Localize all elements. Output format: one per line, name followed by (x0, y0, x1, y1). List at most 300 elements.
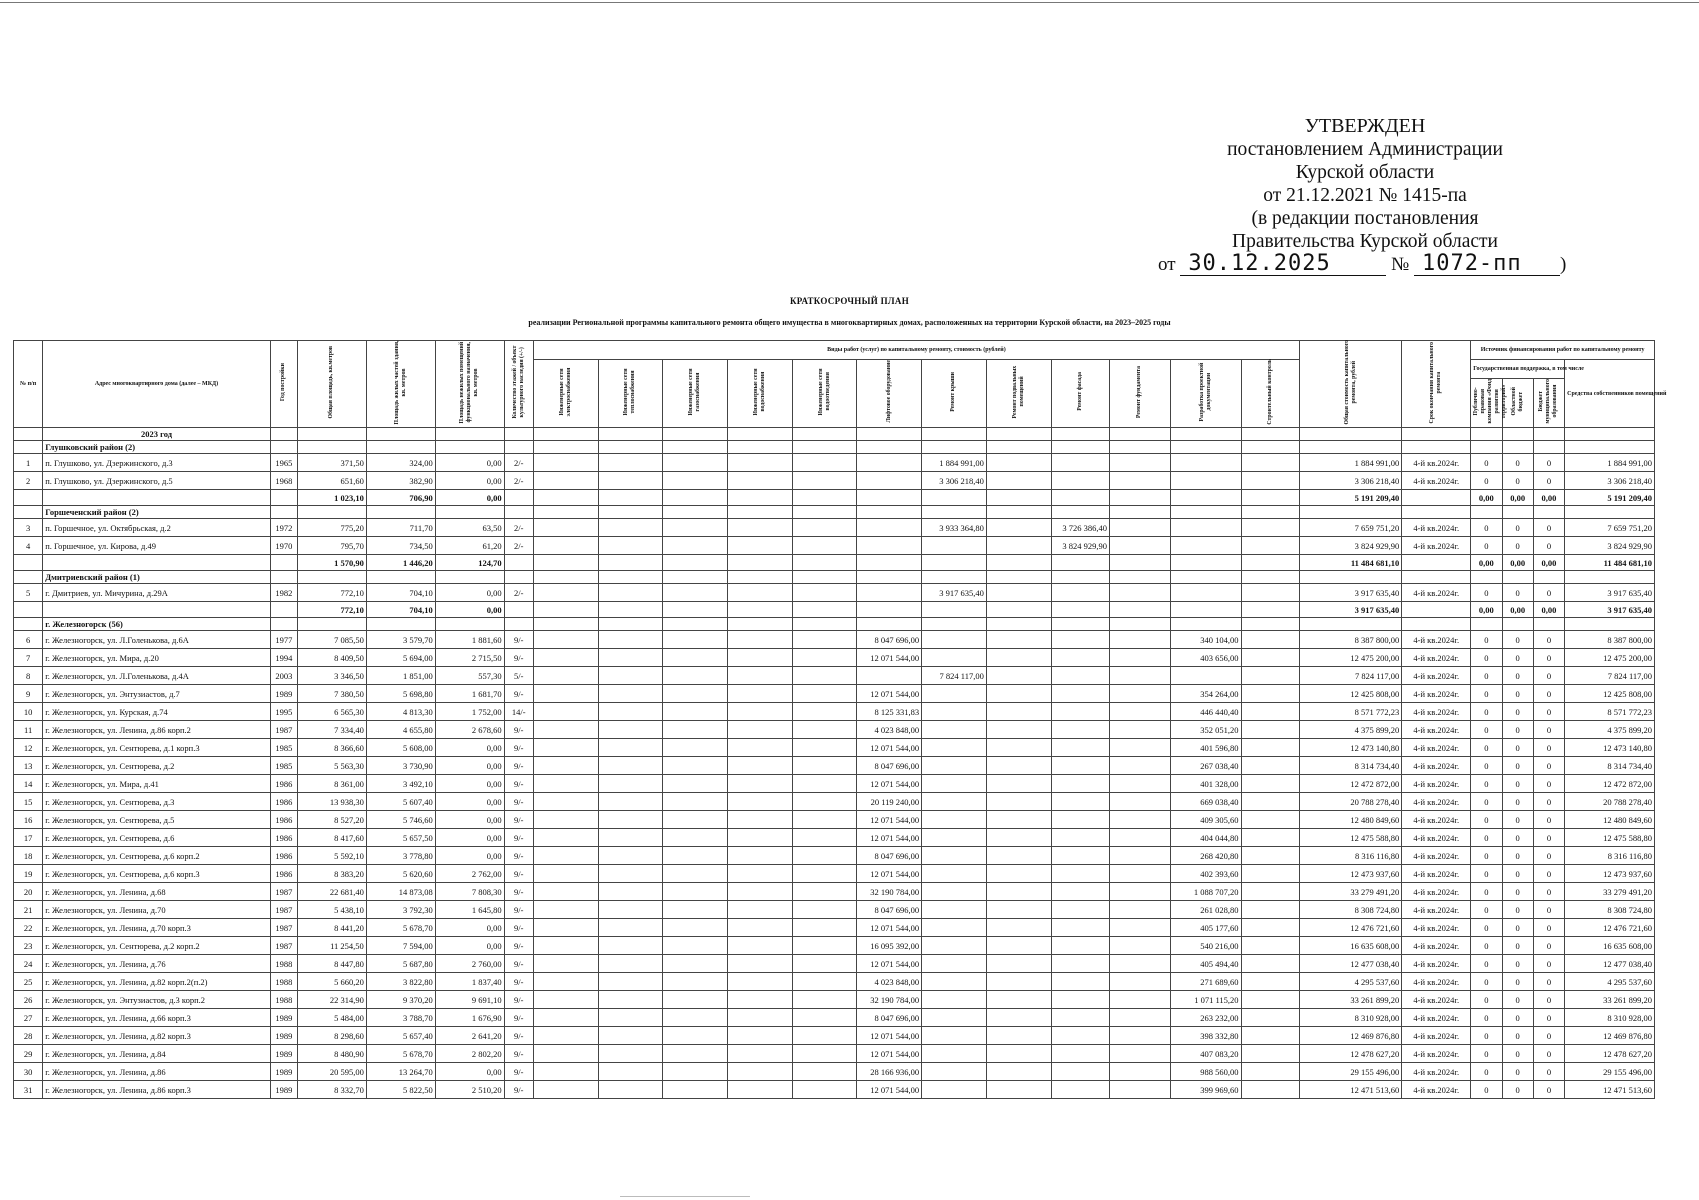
col-electric: Инженерные сети электроснабжения (533, 360, 598, 428)
cell-facade (1051, 811, 1109, 829)
empty-cell (986, 537, 1051, 555)
cell-f3: 0 (1533, 811, 1564, 829)
cell-lift: 32 190 784,00 (857, 991, 922, 1009)
cell-f4: 29 155 496,00 (1565, 1063, 1655, 1081)
empty-cell (1533, 618, 1564, 631)
cell-f3: 0,00 (1533, 490, 1564, 506)
empty-cell (1051, 555, 1109, 571)
cell-addr: г. Железногорск, ул. Сентюрева, д.6 корп.3 (43, 865, 271, 883)
empty-cell (727, 454, 792, 472)
empty-cell (663, 901, 728, 919)
cell-f3: 0 (1533, 584, 1564, 602)
cell-addr: г. Дмитриев, ул. Мичурина, д.29А (43, 584, 271, 602)
cell-f2: 0 (1502, 1009, 1533, 1027)
cell-fl: 9/- (504, 1063, 533, 1081)
cell-design: 403 656,00 (1170, 649, 1241, 667)
cell-n: 25 (14, 973, 43, 991)
empty-cell (1241, 428, 1299, 441)
empty-cell (598, 739, 663, 757)
empty-cell (727, 1063, 792, 1081)
cell-yr: 1995 (270, 703, 297, 721)
empty-cell (792, 537, 857, 555)
empty-cell (533, 847, 598, 865)
cell-total: 12 425 808,00 (1300, 685, 1402, 703)
cell-roof (922, 1045, 987, 1063)
cell-f4: 3 306 218,40 (1565, 472, 1655, 490)
empty-cell (792, 1063, 857, 1081)
empty-cell (727, 537, 792, 555)
cell-lift: 12 071 544,00 (857, 865, 922, 883)
cell-roof (922, 1063, 987, 1081)
cell-deadline: 4-й кв.2024г. (1402, 973, 1471, 991)
cell-al: 5 657,40 (366, 1027, 435, 1045)
empty-cell (727, 649, 792, 667)
cell-f1: 0 (1471, 584, 1502, 602)
empty-cell (1170, 506, 1241, 519)
approval-date-handwritten: 30.12.2025 (1180, 253, 1386, 276)
cell-n: 20 (14, 883, 43, 901)
cell-total: 8 316 116,80 (1300, 847, 1402, 865)
empty-cell (1402, 441, 1471, 454)
cell-yr: 1985 (270, 757, 297, 775)
cell-lift: 12 071 544,00 (857, 775, 922, 793)
empty-cell (533, 428, 598, 441)
col-area-nonres: Площадь нежилых помещений функционального назначения, кв. метров (435, 341, 504, 428)
empty-cell (598, 1027, 663, 1045)
empty-cell (598, 901, 663, 919)
empty-cell (663, 454, 728, 472)
empty-cell (727, 703, 792, 721)
empty-cell (435, 571, 504, 584)
cell-n: 5 (14, 584, 43, 602)
cell-an: 0,00 (435, 602, 504, 618)
cell-f1: 0 (1471, 685, 1502, 703)
empty-cell (366, 618, 435, 631)
empty-cell (1110, 631, 1171, 649)
empty-cell (1241, 955, 1299, 973)
cell-yr: 1968 (270, 472, 297, 490)
empty-cell (1241, 919, 1299, 937)
cell-addr: г. Железногорск, ул. Сентюрева, д.6 (43, 829, 271, 847)
cell-deadline: 4-й кв.2024г. (1402, 667, 1471, 685)
empty-cell (792, 1009, 857, 1027)
cell-f3: 0 (1533, 519, 1564, 537)
cell-design: 409 305,60 (1170, 811, 1241, 829)
table-row (14, 811, 1655, 829)
cell-addr: г. Железногорск, ул. Мира, д.41 (43, 775, 271, 793)
empty-cell (1502, 428, 1533, 441)
cell-lift: 12 071 544,00 (857, 739, 922, 757)
empty-cell (1402, 618, 1471, 631)
empty-cell (727, 883, 792, 901)
empty-cell (986, 667, 1051, 685)
cell-facade (1051, 703, 1109, 721)
empty-cell (792, 584, 857, 602)
cell-f4: 5 191 209,40 (1565, 490, 1655, 506)
empty-cell (792, 883, 857, 901)
cell-facade (1051, 454, 1109, 472)
empty-cell (533, 602, 598, 618)
cell-f4: 4 295 537,60 (1565, 973, 1655, 991)
cell-total: 5 191 209,40 (1300, 490, 1402, 506)
table-row (14, 703, 1655, 721)
cell-total: 3 917 635,40 (1300, 602, 1402, 618)
cell-total: 8 308 724,80 (1300, 901, 1402, 919)
empty-cell (986, 649, 1051, 667)
empty-cell (1241, 757, 1299, 775)
cell-f2: 0 (1502, 973, 1533, 991)
empty-cell (1471, 618, 1502, 631)
cell-lift: 28 166 936,00 (857, 1063, 922, 1081)
empty-cell (533, 757, 598, 775)
empty-cell (43, 602, 271, 618)
col-drain: Инженерные сети водоотведения (792, 360, 857, 428)
table-row (14, 919, 1655, 937)
cell-fl: 9/- (504, 685, 533, 703)
cell-at: 1 023,10 (297, 490, 366, 506)
empty-cell (1051, 618, 1109, 631)
cell-al: 3 792,30 (366, 901, 435, 919)
cell-f2: 0 (1502, 721, 1533, 739)
empty-cell (598, 519, 663, 537)
cell-lift: 8 047 696,00 (857, 757, 922, 775)
cell-yr: 1985 (270, 739, 297, 757)
empty-cell (598, 631, 663, 649)
cell-f2: 0,00 (1502, 602, 1533, 618)
cell-f1: 0 (1471, 721, 1502, 739)
empty-cell (986, 555, 1051, 571)
cell-yr: 1989 (270, 1081, 297, 1099)
empty-cell (1241, 584, 1299, 602)
col-fund: Публично-правовая компания «Фонд развития территорий» (1471, 379, 1502, 428)
cell-f3: 0 (1533, 757, 1564, 775)
empty-cell (792, 519, 857, 537)
cell-yr: 1986 (270, 865, 297, 883)
cell-lift: 4 023 848,00 (857, 973, 922, 991)
cell-at: 8 366,60 (297, 739, 366, 757)
cell-f3: 0 (1533, 649, 1564, 667)
cell-at: 8 527,20 (297, 811, 366, 829)
cell-f1: 0 (1471, 1081, 1502, 1099)
empty-cell (986, 937, 1051, 955)
table-row (14, 454, 1655, 472)
empty-cell (533, 649, 598, 667)
empty-cell (792, 1027, 857, 1045)
empty-cell (1565, 506, 1655, 519)
empty-cell (598, 537, 663, 555)
empty-cell (1502, 441, 1533, 454)
empty-cell (792, 602, 857, 618)
empty-cell (1241, 649, 1299, 667)
empty-cell (922, 555, 987, 571)
empty-cell (533, 811, 598, 829)
empty-cell (727, 721, 792, 739)
cell-lift: 8 047 696,00 (857, 631, 922, 649)
cell-design: 1 088 707,20 (1170, 883, 1241, 901)
cell-at: 775,20 (297, 519, 366, 537)
empty-cell (533, 739, 598, 757)
empty-cell (663, 793, 728, 811)
cell-at: 772,10 (297, 602, 366, 618)
empty-cell (598, 811, 663, 829)
empty-cell (598, 1081, 663, 1099)
approval-stamp (1130, 115, 1600, 276)
table-row (14, 1027, 1655, 1045)
empty-cell (1241, 685, 1299, 703)
empty-cell (598, 721, 663, 739)
cell-f1: 0 (1471, 631, 1502, 649)
empty-cell (986, 441, 1051, 454)
empty-cell (297, 571, 366, 584)
cell-f1: 0 (1471, 454, 1502, 472)
table-row (14, 1045, 1655, 1063)
cell-al: 13 264,70 (366, 1063, 435, 1081)
empty-cell (1241, 703, 1299, 721)
cell-total: 8 571 772,23 (1300, 703, 1402, 721)
cell-addr: г. Железногорск, ул. Сентюрева, д.5 (43, 811, 271, 829)
empty-cell (792, 739, 857, 757)
table-row (14, 667, 1655, 685)
cell-deadline: 4-й кв.2024г. (1402, 829, 1471, 847)
cell-f3: 0 (1533, 667, 1564, 685)
cell-fl: 9/- (504, 775, 533, 793)
empty-cell (533, 1063, 598, 1081)
cell-facade: 3 824 929,90 (1051, 537, 1109, 555)
cell-f1: 0 (1471, 667, 1502, 685)
empty-cell (792, 555, 857, 571)
cell-fl: 2/- (504, 472, 533, 490)
cell-fl: 2/- (504, 454, 533, 472)
empty-cell (986, 973, 1051, 991)
cell-roof (922, 1081, 987, 1099)
empty-cell (663, 602, 728, 618)
empty-cell (922, 506, 987, 519)
table-row (14, 721, 1655, 739)
table-row (14, 1009, 1655, 1027)
empty-cell (14, 618, 43, 631)
table-row (14, 631, 1655, 649)
empty-cell (435, 618, 504, 631)
cell-f3: 0 (1533, 739, 1564, 757)
table-row (14, 793, 1655, 811)
cell-yr: 1994 (270, 649, 297, 667)
cell-an: 63,50 (435, 519, 504, 537)
empty-cell (986, 847, 1051, 865)
cell-addr: г. Железногорск, ул. Курская, д.74 (43, 703, 271, 721)
table-row (14, 584, 1655, 602)
empty-cell (1533, 571, 1564, 584)
empty-cell (792, 829, 857, 847)
district-row (14, 571, 1655, 584)
empty-cell (533, 618, 598, 631)
empty-cell (270, 428, 297, 441)
cell-f2: 0 (1502, 472, 1533, 490)
cell-lift: 12 071 544,00 (857, 955, 922, 973)
empty-cell (14, 571, 43, 584)
empty-cell (533, 506, 598, 519)
cell-at: 772,10 (297, 584, 366, 602)
cell-n: 11 (14, 721, 43, 739)
cell-total: 12 477 038,40 (1300, 955, 1402, 973)
cell-f2: 0 (1502, 991, 1533, 1009)
cell-an: 0,00 (435, 757, 504, 775)
empty-cell (1241, 721, 1299, 739)
cell-at: 8 361,00 (297, 775, 366, 793)
cell-deadline: 4-й кв.2024г. (1402, 1009, 1471, 1027)
cell-design: 540 216,00 (1170, 937, 1241, 955)
cell-facade (1051, 955, 1109, 973)
empty-cell (598, 775, 663, 793)
cell-n: 28 (14, 1027, 43, 1045)
empty-cell (986, 721, 1051, 739)
cell-facade (1051, 937, 1109, 955)
empty-cell (727, 901, 792, 919)
empty-cell (1533, 441, 1564, 454)
cell-at: 7 085,50 (297, 631, 366, 649)
cell-at: 8 480,90 (297, 1045, 366, 1063)
cell-yr: 1986 (270, 829, 297, 847)
cell-f4: 12 471 513,60 (1565, 1081, 1655, 1099)
empty-cell (598, 618, 663, 631)
cell-al: 734,50 (366, 537, 435, 555)
empty-cell (14, 441, 43, 454)
cell-deadline: 4-й кв.2024г. (1402, 865, 1471, 883)
plan-table (13, 339, 1667, 1099)
cell-an: 1 881,60 (435, 631, 504, 649)
cell-roof (922, 973, 987, 991)
empty-cell (598, 1063, 663, 1081)
district-label: г. Железногорск (56) (43, 618, 271, 631)
cell-yr: 1987 (270, 721, 297, 739)
cell-al: 3 778,80 (366, 847, 435, 865)
cell-total: 11 484 681,10 (1300, 555, 1402, 571)
cell-f1: 0 (1471, 775, 1502, 793)
empty-cell (1471, 428, 1502, 441)
cell-total: 3 824 929,90 (1300, 537, 1402, 555)
cell-design: 1 071 115,20 (1170, 991, 1241, 1009)
empty-cell (663, 506, 728, 519)
empty-cell (533, 454, 598, 472)
empty-cell (857, 555, 922, 571)
empty-cell (533, 721, 598, 739)
cell-n: 4 (14, 537, 43, 555)
cell-lift: 12 071 544,00 (857, 685, 922, 703)
cell-deadline: 4-й кв.2024г. (1402, 937, 1471, 955)
empty-cell (1110, 883, 1171, 901)
cell-f4: 12 477 038,40 (1565, 955, 1655, 973)
empty-cell (1300, 506, 1402, 519)
cell-yr: 1988 (270, 991, 297, 1009)
cell-f3: 0 (1533, 537, 1564, 555)
empty-cell (792, 775, 857, 793)
cell-f3: 0 (1533, 991, 1564, 1009)
cell-an: 0,00 (435, 739, 504, 757)
cell-design: 669 038,40 (1170, 793, 1241, 811)
cell-facade (1051, 991, 1109, 1009)
empty-cell (727, 793, 792, 811)
cell-at: 11 254,50 (297, 937, 366, 955)
empty-cell (663, 847, 728, 865)
cell-addr: п. Горшечное, ул. Кирова, д.49 (43, 537, 271, 555)
cell-f1: 0 (1471, 1063, 1502, 1081)
empty-cell (270, 490, 297, 506)
empty-cell (598, 667, 663, 685)
cell-addr: г. Железногорск, ул. Ленина, д.82 корп.2(п.2) (43, 973, 271, 991)
empty-cell (1565, 571, 1655, 584)
col-num: № п/п (14, 341, 43, 428)
empty-cell (598, 883, 663, 901)
cell-n: 29 (14, 1045, 43, 1063)
empty-cell (663, 739, 728, 757)
empty-cell (598, 602, 663, 618)
cell-fl: 9/- (504, 847, 533, 865)
cell-roof (922, 919, 987, 937)
empty-cell (663, 685, 728, 703)
empty-cell (1110, 811, 1171, 829)
cell-facade (1051, 472, 1109, 490)
cell-lift: 12 071 544,00 (857, 829, 922, 847)
cell-total: 4 375 899,20 (1300, 721, 1402, 739)
empty-cell (727, 955, 792, 973)
cell-total: 7 824 117,00 (1300, 667, 1402, 685)
empty-cell (1300, 428, 1402, 441)
empty-cell (504, 490, 533, 506)
empty-cell (270, 618, 297, 631)
cell-f2: 0 (1502, 919, 1533, 937)
cell-an: 1 752,00 (435, 703, 504, 721)
cell-f2: 0 (1502, 811, 1533, 829)
cell-at: 5 592,10 (297, 847, 366, 865)
cell-deadline: 4-й кв.2024г. (1402, 454, 1471, 472)
cell-yr: 1986 (270, 775, 297, 793)
empty-cell (792, 937, 857, 955)
empty-cell (1300, 441, 1402, 454)
empty-cell (598, 829, 663, 847)
empty-cell (1110, 1063, 1171, 1081)
empty-cell (792, 793, 857, 811)
cell-an: 0,00 (435, 1063, 504, 1081)
empty-cell (1402, 428, 1471, 441)
empty-cell (1402, 555, 1471, 571)
cell-f2: 0 (1502, 1081, 1533, 1099)
cell-f4: 8 387 800,00 (1565, 631, 1655, 649)
empty-cell (435, 428, 504, 441)
cell-roof (922, 631, 987, 649)
cell-fl: 9/- (504, 865, 533, 883)
empty-cell (598, 685, 663, 703)
cell-roof (922, 847, 987, 865)
cell-f1: 0 (1471, 847, 1502, 865)
cell-f4: 3 917 635,40 (1565, 584, 1655, 602)
cell-roof: 3 917 635,40 (922, 584, 987, 602)
empty-cell (533, 685, 598, 703)
empty-cell (270, 441, 297, 454)
cell-f4: 1 884 991,00 (1565, 454, 1655, 472)
cell-n: 15 (14, 793, 43, 811)
cell-f1: 0 (1471, 649, 1502, 667)
cell-at: 13 938,30 (297, 793, 366, 811)
empty-cell (1241, 1081, 1299, 1099)
empty-cell (792, 490, 857, 506)
empty-cell (792, 973, 857, 991)
cell-at: 7 380,50 (297, 685, 366, 703)
empty-cell (986, 1081, 1051, 1099)
cell-lift: 12 071 544,00 (857, 1045, 922, 1063)
cell-f1: 0 (1471, 973, 1502, 991)
cell-design (1170, 667, 1241, 685)
cell-deadline: 4-й кв.2024г. (1402, 519, 1471, 537)
cell-at: 22 314,90 (297, 991, 366, 1009)
